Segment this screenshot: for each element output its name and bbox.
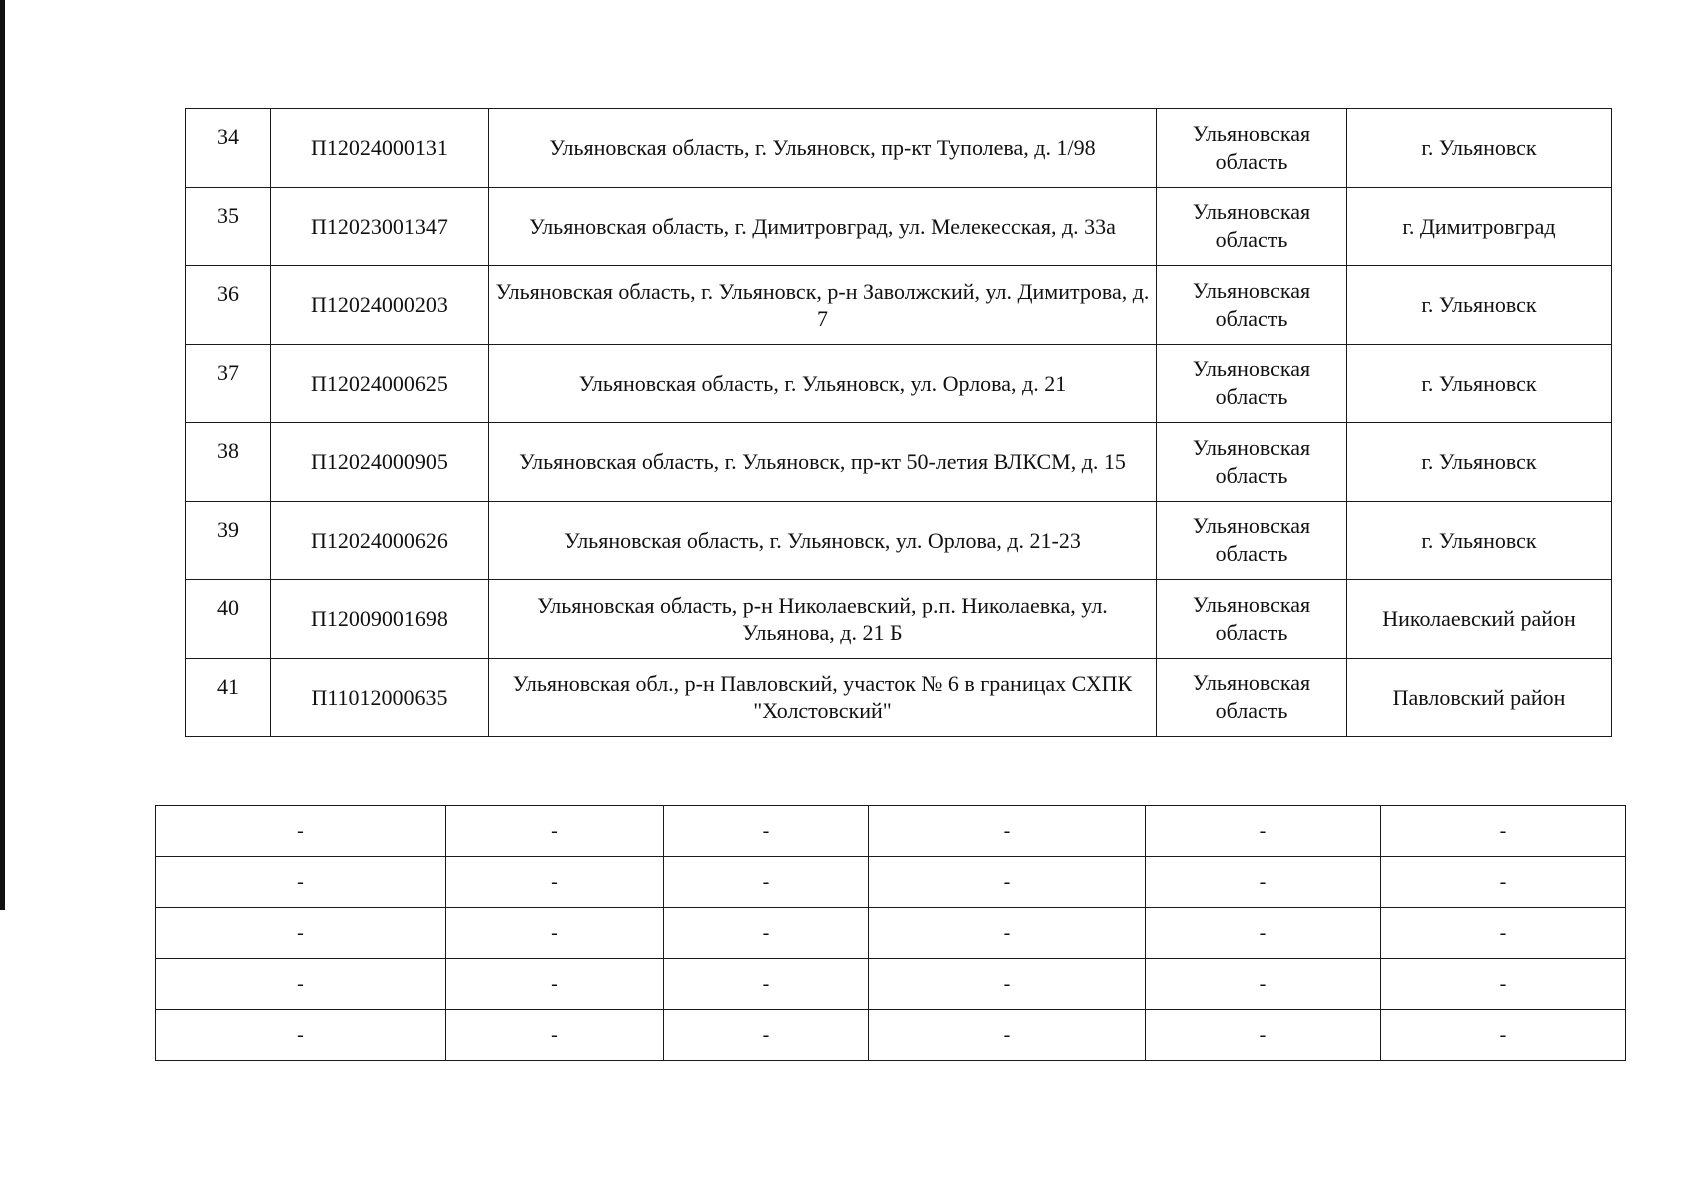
row-number: 37: [186, 344, 271, 423]
row-number: 36: [186, 266, 271, 345]
dash-cell: -: [156, 959, 446, 1010]
region-name: Ульяновская область: [1157, 423, 1347, 502]
empty-dash-table: [155, 805, 1626, 1061]
locality-name: г. Ульяновск: [1347, 266, 1612, 345]
dash-cell: -: [664, 908, 869, 959]
region-name: Ульяновская область: [1157, 344, 1347, 423]
object-code: П12009001698: [271, 580, 489, 659]
table-row: [156, 1010, 1626, 1061]
object-code: П12024000203: [271, 266, 489, 345]
dash-cell: -: [1381, 806, 1626, 857]
dash-cell: -: [664, 806, 869, 857]
dash-cell: -: [1146, 857, 1381, 908]
object-code: П12024000626: [271, 501, 489, 580]
locality-name: г. Ульяновск: [1347, 109, 1612, 188]
dash-cell: -: [156, 1010, 446, 1061]
dash-cell: -: [1146, 908, 1381, 959]
locality-name: г. Ульяновск: [1347, 344, 1612, 423]
table-row: [156, 857, 1626, 908]
object-address: Ульяновская область, г. Димитровград, ул. Мелекесская, д. 33а: [489, 187, 1157, 266]
locality-name: г. Димитровград: [1347, 187, 1612, 266]
dash-cell: -: [869, 1010, 1146, 1061]
locality-name: Павловский район: [1347, 658, 1612, 737]
table-row: [186, 501, 1612, 580]
table-row: [186, 187, 1612, 266]
dash-cell: -: [1381, 1010, 1626, 1061]
dash-cell: -: [1146, 1010, 1381, 1061]
object-address: Ульяновская область, г. Ульяновск, р-н Заволжский, ул. Димитрова, д. 7: [489, 266, 1157, 345]
table-row: [186, 423, 1612, 502]
table-row: [186, 344, 1612, 423]
table-row: [186, 580, 1612, 659]
dash-cell: -: [1146, 959, 1381, 1010]
dash-cell: -: [664, 959, 869, 1010]
object-code: П12024000131: [271, 109, 489, 188]
dash-cell: -: [1381, 857, 1626, 908]
dash-cell: -: [446, 857, 664, 908]
dash-cell: -: [156, 806, 446, 857]
region-name: Ульяновская область: [1157, 580, 1347, 659]
dash-cell: -: [869, 857, 1146, 908]
dash-cell: -: [1381, 959, 1626, 1010]
row-number: 39: [186, 501, 271, 580]
locality-name: Николаевский район: [1347, 580, 1612, 659]
row-number: 40: [186, 580, 271, 659]
object-address: Ульяновская обл., р-н Павловский, участок № 6 в границах СХПК "Холстовский": [489, 658, 1157, 737]
dash-cell: -: [869, 908, 1146, 959]
region-name: Ульяновская область: [1157, 658, 1347, 737]
object-code: П11012000635: [271, 658, 489, 737]
dash-cell: -: [156, 857, 446, 908]
locality-name: г. Ульяновск: [1347, 423, 1612, 502]
region-name: Ульяновская область: [1157, 266, 1347, 345]
dash-cell: -: [664, 1010, 869, 1061]
object-address: Ульяновская область, г. Ульяновск, ул. Орлова, д. 21-23: [489, 501, 1157, 580]
region-name: Ульяновская область: [1157, 187, 1347, 266]
table-row: [156, 908, 1626, 959]
region-name: Ульяновская область: [1157, 501, 1347, 580]
region-name: Ульяновская область: [1157, 109, 1347, 188]
table-row: [186, 266, 1612, 345]
row-number: 41: [186, 658, 271, 737]
table-row: [156, 806, 1626, 857]
dash-cell: -: [156, 908, 446, 959]
dash-cell: -: [869, 806, 1146, 857]
dash-cell: -: [446, 908, 664, 959]
dash-cell: -: [869, 959, 1146, 1010]
dash-cell: -: [446, 1010, 664, 1061]
object-code: П12024000905: [271, 423, 489, 502]
dash-cell: -: [446, 806, 664, 857]
dash-cell: -: [1146, 806, 1381, 857]
row-number: 38: [186, 423, 271, 502]
dash-cell: -: [1381, 908, 1626, 959]
object-code: П12023001347: [271, 187, 489, 266]
table-row: [186, 109, 1612, 188]
dash-cell: -: [446, 959, 664, 1010]
row-number: 35: [186, 187, 271, 266]
row-number: 34: [186, 109, 271, 188]
object-address: Ульяновская область, р-н Николаевский, р.п. Николаевка, ул. Ульянова, д. 21 Б: [489, 580, 1157, 659]
object-code: П12024000625: [271, 344, 489, 423]
object-address: Ульяновская область, г. Ульяновск, пр-кт 50-летия ВЛКСМ, д. 15: [489, 423, 1157, 502]
table-row: [156, 959, 1626, 1010]
dash-cell: -: [664, 857, 869, 908]
table-row: [186, 658, 1612, 737]
address-table: [185, 108, 1612, 737]
object-address: Ульяновская область, г. Ульяновск, ул. Орлова, д. 21: [489, 344, 1157, 423]
scan-page-edge: [0, 0, 5, 910]
locality-name: г. Ульяновск: [1347, 501, 1612, 580]
object-address: Ульяновская область, г. Ульяновск, пр-кт Туполева, д. 1/98: [489, 109, 1157, 188]
